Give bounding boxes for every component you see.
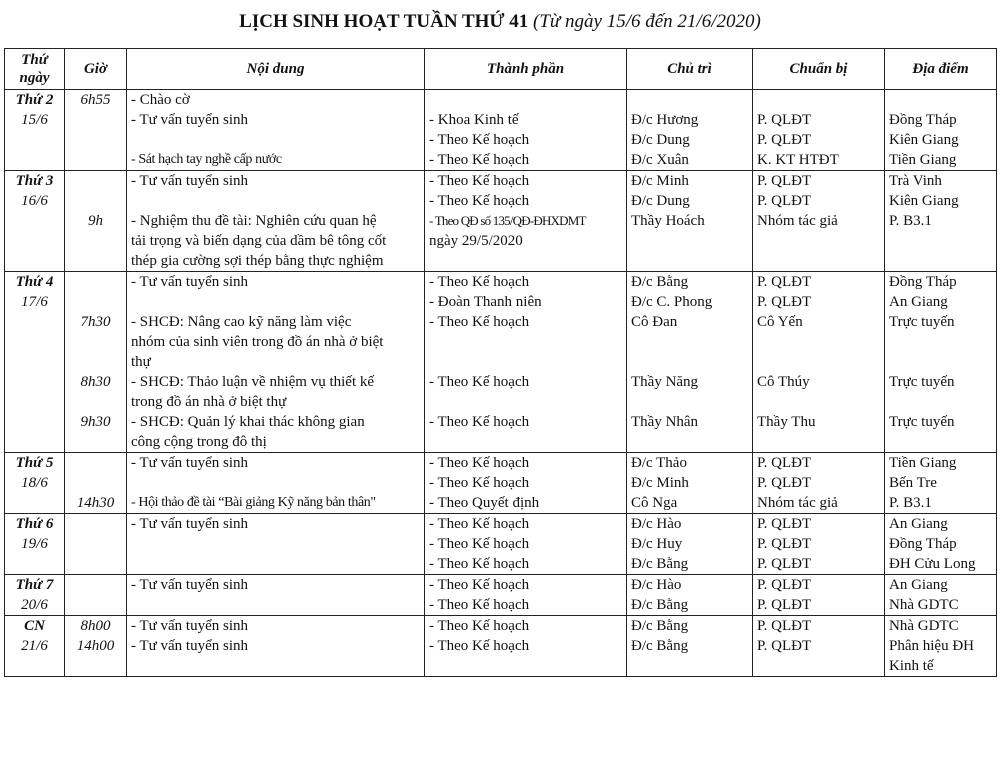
chair-cell <box>627 453 753 514</box>
location-line <box>889 251 992 271</box>
content-line: công cộng trong đô thị <box>131 434 267 450</box>
participants-line: - Theo Kế hoạch <box>429 475 530 491</box>
content-line <box>131 534 420 554</box>
content-line <box>131 473 420 493</box>
header-prep: Chuẩn bị <box>753 49 885 90</box>
chair-line: Đ/c Bằng <box>631 638 689 654</box>
participants-line: - Theo Kế hoạch <box>429 577 530 593</box>
chair-line: Đ/c C. Phong <box>631 294 713 310</box>
time-line: 6h55 <box>80 92 111 108</box>
chair-line: Đ/c Bằng <box>631 618 689 634</box>
time-line <box>69 171 122 191</box>
day-cell <box>5 90 65 171</box>
chair-line <box>631 231 748 251</box>
content-line: - Nghiệm thu đề tài: Nghiên cứu quan hệ <box>131 213 377 229</box>
content-cell <box>127 90 425 171</box>
participants-line <box>429 251 622 271</box>
location-cell <box>885 90 997 171</box>
participants-line <box>429 392 622 412</box>
content-line: thép gia cường sợi thép bằng thực nghiệm <box>131 253 384 269</box>
participants-line: - Theo QĐ số 135/QĐ-ĐHXDMT <box>429 213 586 228</box>
schedule-row <box>5 514 997 575</box>
day-date: 20/6 <box>21 597 48 613</box>
content-line: - Tư vấn tuyển sinh <box>131 577 249 593</box>
location-line <box>889 90 992 110</box>
time-line <box>69 656 122 676</box>
content-line: - Hội thảo đề tài “Bài giảng Kỹ năng bản thân" <box>131 495 376 510</box>
content-line <box>131 191 420 211</box>
time-line <box>69 575 122 595</box>
participants-cell <box>425 616 627 677</box>
participants-line: - Theo Kế hoạch <box>429 132 530 148</box>
location-line <box>889 392 992 412</box>
header-chair: Chủ trì <box>627 49 753 90</box>
time-line: 14h00 <box>76 638 115 654</box>
time-line <box>69 432 122 452</box>
chair-line <box>631 656 748 676</box>
chair-line: Đ/c Hương <box>631 112 699 128</box>
schedule-table <box>4 48 997 677</box>
participants-line: - Theo Kế hoạch <box>429 374 530 390</box>
location-line: Phân hiệu ĐH <box>889 638 974 654</box>
prep-line: P. QLĐT <box>757 556 812 572</box>
content-line: - Chào cờ <box>131 92 190 108</box>
time-line: 7h30 <box>80 314 111 330</box>
location-line: Tiền Giang <box>889 455 957 471</box>
location-line: Trà Vinh <box>889 173 942 189</box>
participants-line: - Theo Kế hoạch <box>429 638 530 654</box>
time-cell <box>65 272 127 453</box>
participants-line: - Đoàn Thanh niên <box>429 294 542 310</box>
chair-line: Đ/c Bằng <box>631 274 689 290</box>
time-cell <box>65 453 127 514</box>
participants-line <box>429 656 622 676</box>
prep-cell <box>753 616 885 677</box>
schedule-row <box>5 453 997 514</box>
header-day-line2: ngày <box>19 70 50 86</box>
time-line <box>69 352 122 372</box>
location-line: Đồng Tháp <box>889 536 957 552</box>
time-line: 8h00 <box>80 618 111 634</box>
prep-line: P. QLĐT <box>757 577 812 593</box>
prep-cell <box>753 453 885 514</box>
chair-line <box>631 251 748 271</box>
chair-line: Đ/c Thảo <box>631 455 687 471</box>
participants-cell <box>425 453 627 514</box>
title-subtitle: (Từ ngày 15/6 đến 21/6/2020) <box>533 11 761 32</box>
participants-line: - Theo Kế hoạch <box>429 274 530 290</box>
title-main: LỊCH SINH HOẠT TUẦN THỨ 41 <box>239 11 529 32</box>
location-line <box>889 231 992 251</box>
location-line: Nhà GDTC <box>889 597 959 613</box>
participants-cell <box>425 171 627 272</box>
location-line: Nhà GDTC <box>889 618 959 634</box>
content-line: - Tư vấn tuyển sinh <box>131 618 249 634</box>
prep-line: P. QLĐT <box>757 294 812 310</box>
chair-line <box>631 432 748 452</box>
day-name: Thứ 2 <box>15 92 54 108</box>
location-line: An Giang <box>889 577 948 593</box>
prep-line <box>757 332 880 352</box>
chair-cell <box>627 616 753 677</box>
content-line: - Tư vấn tuyển sinh <box>131 638 249 654</box>
time-line <box>69 332 122 352</box>
prep-line: Nhóm tác giả <box>757 213 838 229</box>
prep-line: P. QLĐT <box>757 274 812 290</box>
schedule-row <box>5 272 997 453</box>
location-line: P. B3.1 <box>889 213 932 229</box>
content-line: - Tư vấn tuyển sinh <box>131 173 249 189</box>
prep-cell <box>753 272 885 453</box>
time-line <box>69 554 122 574</box>
time-line <box>69 292 122 312</box>
location-line: Trực tuyến <box>889 314 955 330</box>
schedule-row <box>5 90 997 171</box>
header-time: Giờ <box>65 49 127 90</box>
chair-line: Đ/c Dung <box>631 132 690 148</box>
time-line: 9h30 <box>80 414 111 430</box>
chair-line: Thầy Năng <box>631 374 699 390</box>
participants-cell <box>425 272 627 453</box>
chair-line: Đ/c Bằng <box>631 597 689 613</box>
location-line: Kiên Giang <box>889 193 959 209</box>
chair-line <box>631 352 748 372</box>
day-cell <box>5 514 65 575</box>
header-day-line1: Thứ <box>21 52 48 68</box>
time-line <box>69 130 122 150</box>
prep-line: P. QLĐT <box>757 638 812 654</box>
content-line <box>131 595 420 615</box>
participants-cell <box>425 514 627 575</box>
content-line <box>131 292 420 312</box>
prep-line <box>757 231 880 251</box>
day-date: 15/6 <box>21 112 48 128</box>
schedule-row <box>5 575 997 616</box>
prep-line: P. QLĐT <box>757 112 812 128</box>
chair-line <box>631 90 748 110</box>
time-cell <box>65 171 127 272</box>
content-line <box>131 130 420 150</box>
participants-line: - Theo Kế hoạch <box>429 173 530 189</box>
participants-cell <box>425 575 627 616</box>
header-participants: Thành phần <box>425 49 627 90</box>
location-cell <box>885 453 997 514</box>
location-line: P. B3.1 <box>889 495 932 511</box>
prep-line <box>757 352 880 372</box>
time-line <box>69 595 122 615</box>
day-cell <box>5 616 65 677</box>
prep-line <box>757 90 880 110</box>
prep-line: P. QLĐT <box>757 173 812 189</box>
participants-line: - Theo Kế hoạch <box>429 193 530 209</box>
chair-line: Đ/c Hào <box>631 516 682 532</box>
chair-line: Đ/c Minh <box>631 173 689 189</box>
prep-line: P. QLĐT <box>757 516 812 532</box>
content-line <box>131 554 420 574</box>
content-cell <box>127 575 425 616</box>
prep-line <box>757 656 880 676</box>
location-line <box>889 432 992 452</box>
content-line: - SHCĐ: Nâng cao kỹ năng làm việc <box>131 314 352 330</box>
prep-cell <box>753 90 885 171</box>
chair-line: Đ/c Huy <box>631 536 683 552</box>
participants-cell <box>425 90 627 171</box>
chair-line: Thầy Nhân <box>631 414 699 430</box>
location-line: An Giang <box>889 516 948 532</box>
participants-line <box>429 432 622 452</box>
content-line: thự <box>131 354 151 370</box>
day-name: Thứ 5 <box>15 455 54 471</box>
chair-line: Đ/c Minh <box>631 475 689 491</box>
content-line: - Tư vấn tuyển sinh <box>131 112 249 128</box>
time-line <box>69 110 122 130</box>
day-name: Thứ 4 <box>15 274 54 290</box>
chair-line: Cô Đan <box>631 314 678 330</box>
schedule-body <box>5 90 997 677</box>
participants-line <box>429 90 622 110</box>
content-line: - Sát hạch tay nghề cấp nước <box>131 152 282 167</box>
chair-cell <box>627 90 753 171</box>
chair-cell <box>627 575 753 616</box>
time-line <box>69 231 122 251</box>
location-line: An Giang <box>889 294 948 310</box>
prep-line: P. QLĐT <box>757 455 812 471</box>
day-cell <box>5 453 65 514</box>
prep-cell <box>753 514 885 575</box>
location-cell <box>885 575 997 616</box>
content-line <box>131 656 420 676</box>
participants-line: - Theo Kế hoạch <box>429 314 530 330</box>
location-cell <box>885 616 997 677</box>
prep-line <box>757 392 880 412</box>
content-line: - Tư vấn tuyển sinh <box>131 516 249 532</box>
prep-line <box>757 251 880 271</box>
content-line: - Tư vấn tuyển sinh <box>131 455 249 471</box>
day-name: Thứ 3 <box>15 173 54 189</box>
time-line: 8h30 <box>80 374 111 390</box>
content-cell <box>127 514 425 575</box>
time-line <box>69 453 122 473</box>
location-line: ĐH Cửu Long <box>889 556 976 572</box>
participants-line: - Theo Kế hoạch <box>429 618 530 634</box>
content-cell <box>127 616 425 677</box>
page-title <box>0 10 1000 34</box>
schedule-row <box>5 616 997 677</box>
day-date: 19/6 <box>21 536 48 552</box>
location-line <box>889 352 992 372</box>
time-line <box>69 251 122 271</box>
chair-cell <box>627 272 753 453</box>
prep-line: K. KT HTĐT <box>757 152 839 168</box>
participants-line: - Theo Kế hoạch <box>429 516 530 532</box>
time-line <box>69 191 122 211</box>
content-line: trong đồ án nhà ở biệt thự <box>131 394 287 410</box>
location-line: Bến Tre <box>889 475 937 491</box>
participants-line: - Theo Kế hoạch <box>429 152 530 168</box>
day-date: 17/6 <box>21 294 48 310</box>
prep-line: P. QLĐT <box>757 193 812 209</box>
content-cell <box>127 272 425 453</box>
content-line: - SHCĐ: Thảo luận về nhiệm vụ thiết kế <box>131 374 375 390</box>
header-row <box>5 49 997 90</box>
time-cell <box>65 616 127 677</box>
prep-line: P. QLĐT <box>757 536 812 552</box>
prep-line: P. QLĐT <box>757 475 812 491</box>
location-cell <box>885 171 997 272</box>
chair-line: Đ/c Xuân <box>631 152 689 168</box>
schedule-row <box>5 171 997 272</box>
participants-line: - Theo Kế hoạch <box>429 455 530 471</box>
day-date: 16/6 <box>21 193 48 209</box>
participants-line: - Theo Kế hoạch <box>429 556 530 572</box>
location-line: Đồng Tháp <box>889 112 957 128</box>
location-line: Đồng Tháp <box>889 274 957 290</box>
prep-line: P. QLĐT <box>757 132 812 148</box>
prep-line: P. QLĐT <box>757 618 812 634</box>
location-line: Kiên Giang <box>889 132 959 148</box>
prep-line: Nhóm tác giả <box>757 495 838 511</box>
time-line <box>69 392 122 412</box>
header-content: Nội dung <box>127 49 425 90</box>
chair-line: Đ/c Hào <box>631 577 682 593</box>
prep-line <box>757 432 880 452</box>
chair-cell <box>627 514 753 575</box>
location-cell <box>885 514 997 575</box>
day-name: Thứ 6 <box>15 516 54 532</box>
participants-line: - Theo Quyết định <box>429 495 540 511</box>
chair-line <box>631 392 748 412</box>
time-cell <box>65 90 127 171</box>
content-line: - SHCĐ: Quản lý khai thác không gian <box>131 414 365 430</box>
day-cell <box>5 575 65 616</box>
day-name: Thứ 7 <box>15 577 54 593</box>
chair-cell <box>627 171 753 272</box>
chair-line: Thầy Hoách <box>631 213 705 229</box>
time-line <box>69 272 122 292</box>
chair-line <box>631 332 748 352</box>
time-line <box>69 534 122 554</box>
participants-line: ngày 29/5/2020 <box>429 233 523 249</box>
time-line: 9h <box>88 213 103 229</box>
content-cell <box>127 453 425 514</box>
location-line <box>889 332 992 352</box>
time-line <box>69 473 122 493</box>
location-line: Trực tuyến <box>889 414 955 430</box>
time-cell <box>65 514 127 575</box>
participants-line: - Theo Kế hoạch <box>429 414 530 430</box>
prep-line: Thầy Thu <box>757 414 816 430</box>
day-date: 21/6 <box>21 638 48 654</box>
participants-line: - Khoa Kinh tế <box>429 112 519 128</box>
time-line <box>69 514 122 534</box>
header-location: Địa điểm <box>885 49 997 90</box>
prep-cell <box>753 171 885 272</box>
content-line: nhóm của sinh viên trong đồ án nhà ở biệt <box>131 334 384 350</box>
time-line: 14h30 <box>76 495 115 511</box>
day-cell <box>5 171 65 272</box>
participants-line: - Theo Kế hoạch <box>429 536 530 552</box>
chair-line: Cô Nga <box>631 495 678 511</box>
location-cell <box>885 272 997 453</box>
time-line <box>69 150 122 170</box>
participants-line <box>429 352 622 372</box>
location-line: Kinh tế <box>889 658 934 674</box>
time-cell <box>65 575 127 616</box>
prep-cell <box>753 575 885 616</box>
day-name: CN <box>24 618 45 634</box>
content-line: - Tư vấn tuyển sinh <box>131 274 249 290</box>
prep-line: P. QLĐT <box>757 597 812 613</box>
participants-line: - Theo Kế hoạch <box>429 597 530 613</box>
content-cell <box>127 171 425 272</box>
participants-line <box>429 332 622 352</box>
content-line: tải trọng và biến dạng của dầm bê tông cốt <box>131 233 387 249</box>
location-line: Tiền Giang <box>889 152 957 168</box>
location-line: Trực tuyến <box>889 374 955 390</box>
header-day <box>5 49 65 90</box>
day-date: 18/6 <box>21 475 48 491</box>
day-cell <box>5 272 65 453</box>
chair-line: Đ/c Dung <box>631 193 690 209</box>
prep-line: Cô Yến <box>757 314 803 330</box>
chair-line: Đ/c Bằng <box>631 556 689 572</box>
prep-line: Cô Thúy <box>757 374 810 390</box>
